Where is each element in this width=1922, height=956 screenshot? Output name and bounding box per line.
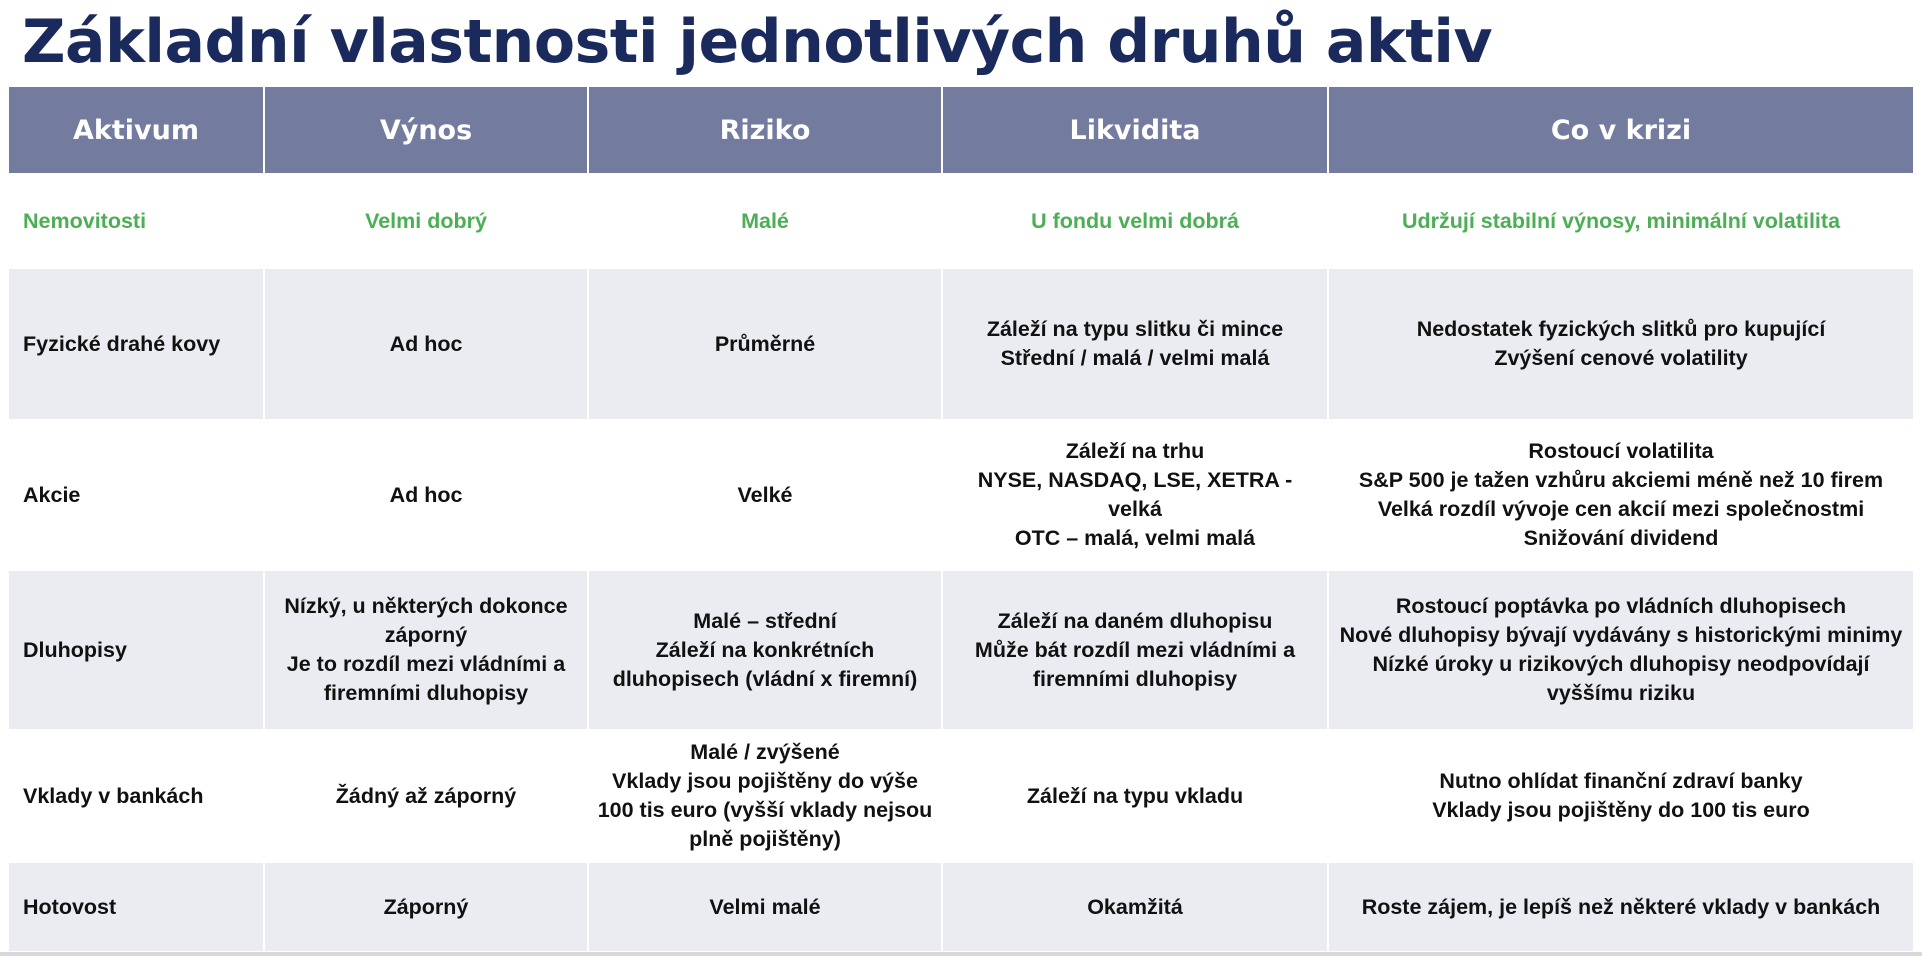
asset-comparison-table (9, 87, 1913, 951)
cell-line: Může bát rozdíl mezi vládními a firemními dluhopisy (974, 637, 1296, 691)
cell-line: Zvýšení cenové volatility (1494, 346, 1748, 370)
cell-line: Nízký, u některých dokonce záporný (284, 594, 568, 647)
cell-line: Nové dluhopisy bývají vydávány s historickými minimy (1339, 623, 1903, 647)
cell-vynos (264, 729, 588, 863)
cell-line: Vklady jsou pojištěny do 100 tis euro (1432, 798, 1810, 822)
cell-aktivum: Fyzické drahé kovy (9, 269, 264, 419)
cell-line: Rostoucí poptávka po vládních dluhopisech (1395, 594, 1847, 618)
cell-aktivum: Vklady v bankách (9, 729, 264, 863)
cell-vynos (264, 173, 588, 269)
cell-line: Záleží na trhu (1065, 439, 1205, 463)
cell-line: Malé – střední (693, 608, 837, 633)
cell-vynos (264, 571, 588, 729)
cell-krize (1328, 729, 1913, 863)
cell-likvidita (942, 863, 1328, 951)
cell-line: OTC – malá, velmi malá (1014, 526, 1256, 550)
table-row-vklady-v-bankach (9, 729, 1913, 863)
cell-line: Průměrné (714, 331, 816, 356)
cell-line: Roste zájem, je lepíš než některé vklady v bankách (1361, 894, 1881, 919)
cell-line: Nutno ohlídat finanční zdraví banky (1439, 769, 1803, 793)
header-vynos: Výnos (264, 87, 588, 173)
cell-line: Záleží na konkrétních dluhopisech (vládní x firemní) (612, 637, 918, 691)
table-row-fyzicke-drahe-kovy (9, 269, 1913, 419)
cell-line: Ad hoc (389, 331, 463, 356)
header-aktivum: Aktivum (9, 87, 264, 173)
cell-likvidita (942, 173, 1328, 269)
cell-krize (1328, 269, 1913, 419)
cell-aktivum: Hotovost (9, 863, 264, 951)
header-likvidita: Likvidita (942, 87, 1328, 173)
cell-line: Malé (741, 208, 789, 233)
cell-line: Žádný až záporný (335, 783, 517, 808)
cell-line: Nízké úroky u rizikových dluhopisy neodpovídají vyššímu riziku (1372, 652, 1870, 705)
cell-line: S&P 500 je tažen vzhůru akciemi méně než 10 firem (1358, 468, 1884, 492)
cell-krize (1328, 173, 1913, 269)
header-co-v-krizi: Co v krizi (1328, 87, 1913, 173)
cell-line: Ad hoc (389, 482, 463, 507)
table-row-dluhopisy (9, 571, 1913, 729)
cell-line: Vklady jsou pojištěny do výše 100 tis euro (vyšší vklady nejsou plně pojištěny) (597, 769, 933, 851)
cell-riziko (588, 729, 942, 863)
cell-line: Je to rozdíl mezi vládními a firemními dluhopisy (286, 652, 566, 705)
cell-riziko (588, 419, 942, 571)
cell-line: Malé / zvýšené (690, 740, 840, 764)
cell-likvidita (942, 269, 1328, 419)
cell-krize (1328, 571, 1913, 729)
cell-line: Záleží na daném dluhopisu (997, 608, 1273, 633)
cell-krize (1328, 863, 1913, 951)
cell-vynos (264, 863, 588, 951)
cell-riziko (588, 269, 942, 419)
cell-line: Nedostatek fyzických slitků pro kupující (1416, 317, 1826, 341)
cell-likvidita (942, 729, 1328, 863)
cell-line: NYSE, NASDAQ, LSE, XETRA - velká (977, 468, 1293, 521)
cell-line: Velmi malé (709, 894, 821, 919)
cell-line: U fondu velmi dobrá (1031, 208, 1239, 233)
header-riziko: Riziko (588, 87, 942, 173)
cell-line: Snižování dividend (1523, 526, 1719, 550)
cell-likvidita (942, 419, 1328, 571)
table-row-nemovitosti (9, 173, 1913, 269)
cell-line: Záporný (383, 894, 469, 919)
cell-line: Okamžitá (1087, 894, 1183, 919)
cell-krize (1328, 419, 1913, 571)
cell-line: Rostoucí volatilita (1528, 439, 1714, 463)
cell-riziko (588, 571, 942, 729)
table-row-hotovost (9, 863, 1913, 951)
cell-line: Velká rozdíl vývoje cen akcií mezi společnostmi (1377, 497, 1865, 521)
cell-likvidita (942, 571, 1328, 729)
cell-line: Záleží na typu vkladu (1026, 783, 1244, 808)
cell-aktivum: Akcie (9, 419, 264, 571)
bottom-divider (0, 952, 1922, 956)
asset-comparison-table-container (9, 87, 1913, 951)
cell-vynos (264, 269, 588, 419)
cell-riziko (588, 173, 942, 269)
cell-aktivum: Nemovitosti (9, 173, 264, 269)
cell-line: Střední / malá / velmi malá (1000, 346, 1270, 370)
cell-aktivum: Dluhopisy (9, 571, 264, 729)
cell-riziko (588, 863, 942, 951)
cell-line: Udržují stabilní výnosy, minimální volatilita (1401, 208, 1841, 233)
cell-line: Záleží na typu slitku či mince (986, 317, 1284, 341)
cell-line: Velmi dobrý (365, 208, 487, 233)
page-title: Základní vlastnosti jednotlivých druhů aktiv (22, 7, 1493, 77)
cell-line: Velké (737, 482, 793, 507)
table-header-row (9, 87, 1913, 173)
table-row-akcie (9, 419, 1913, 571)
cell-vynos (264, 419, 588, 571)
